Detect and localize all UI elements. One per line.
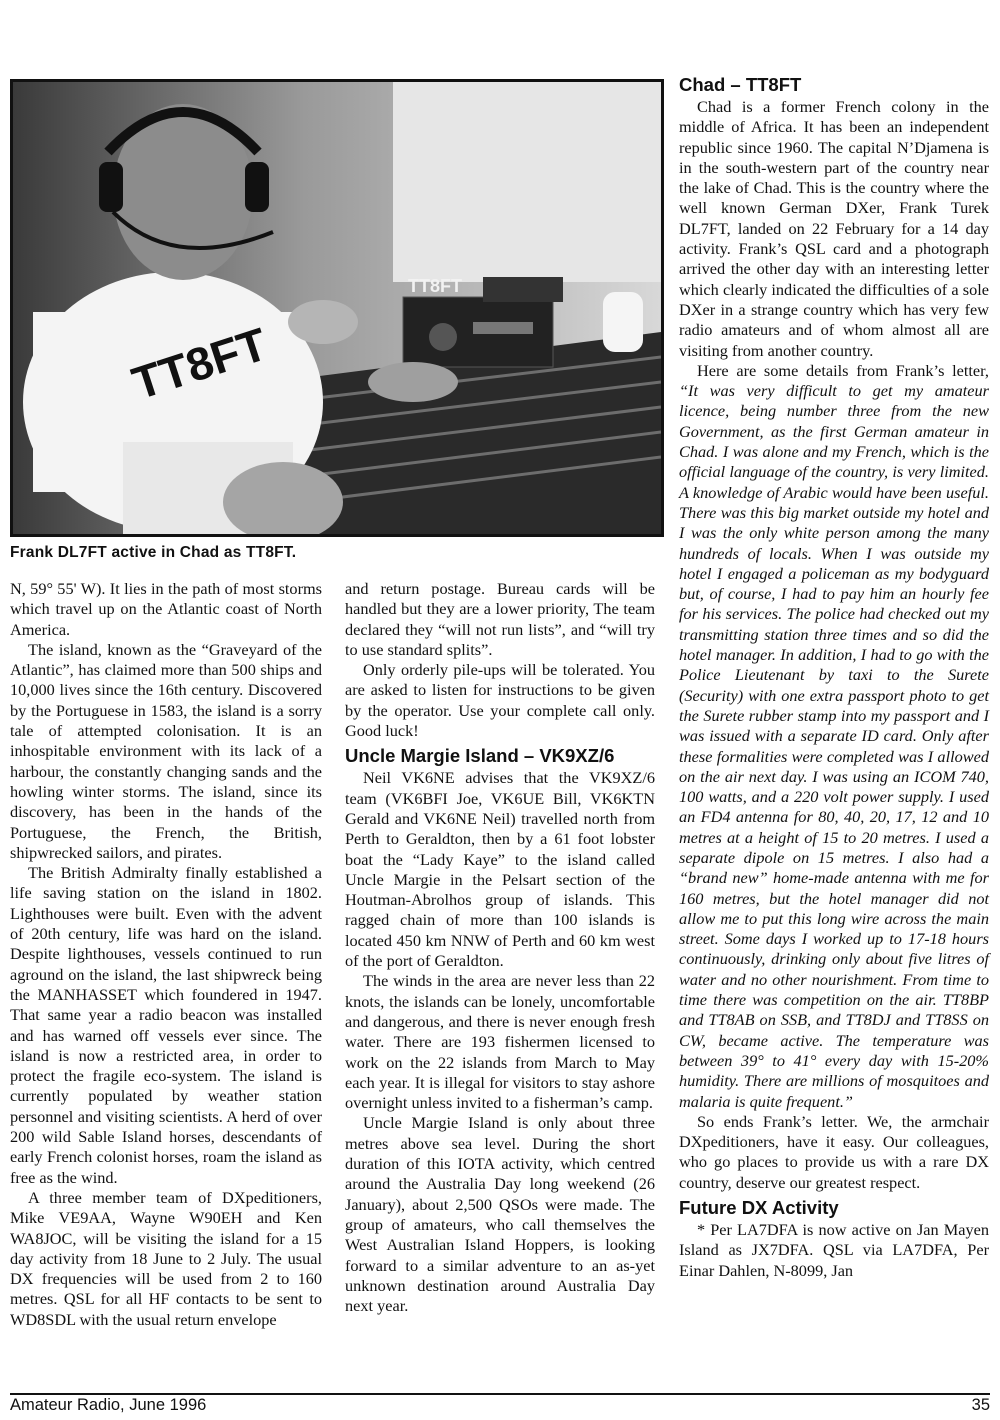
radio-label: TT8FT — [408, 276, 462, 296]
section-heading-future-dx: Future DX Activity — [679, 1197, 839, 1219]
photo-caption: Frank DL7FT active in Chad as TT8FT. — [10, 544, 297, 561]
paragraph: * Per LA7DFA is now active on Jan Mayen Island as JX7DFA. QSL via LA7DFA, Per Einar Dahlen, N-8099, Jan — [679, 1220, 989, 1280]
paragraph: The island, known as the “Graveyard of the Atlantic”, has claimed more than 500 ships and 10,000 lives since the 16th century. Discovered by the Portuguese in 1583, the island is a sorry tale of attempted colonisation. It is an inhospitable environment with its lack of a harbour, the constantly changing sands and the howling winter storms. The island, since its discovery, has been in the hands of the Portuguese, the French, the British, shipwrecked sailors, and pirates. — [10, 639, 322, 862]
letter-quote: “It was very difficult to get my amateur licence, being number three from the new Government, as the first German amateur in Chad. I was alone and my French, which is the official language of the country, is very limited. A knowledge of Arabic would have been useful. There was this big market outside my hotel and I was the only white person among the many hundreds of locals. When I was outside my hotel I engaged a policeman as my bodyguard but, of course, I had to pay him an hourly fee for his services. The police had checked out my transmitting station three times and so did the hotel manager. In addition, I had to go with the Police Lieutenant by taxi to the Surete (Security) with one extra passport photo to get the Surete rubber stamp into my passport and I was issued with a separate ID card. Only after these formalities were completed was I allowed on the air next day. I was using an ICOM 740, 100 watts, and a 220 volt power supply. I used an FD4 antenna for 80, 40, 20, 17, 12 and 10 metres at a height of 15 to 20 metres. I used a separate dipole on 15 metres. I also had a “brand new” home-made antenna with me for 160 metres, but the hotel manager did not allow me to put this long wire across the main street. Some days I worked up to 17-18 hours continuously, drinking only about five litres of water and no other nourishment. From time to time there was competition on the air. TT8BP and TT8AB on SSB, and TT8DJ and TT8SS on CW, became active. The temperature was between 39° to 41° every day with 15-20% humidity. There are millions of mosquitoes and malaria is quite frequent.” — [679, 381, 989, 1111]
footer-divider — [10, 1393, 990, 1395]
paragraph: So ends Frank’s letter. We, the armchair DXpeditioners, have it easy. Our colleagues, who go places to provide us with a rare DX country, deserve our greatest respect. — [679, 1111, 989, 1192]
page-number: 35 — [971, 1396, 990, 1414]
column-left — [10, 579, 322, 1330]
paragraph: and return postage. Bureau cards will be handled but they are a lower priority, The team declared they “will not run lists”, and “will try to use standard splits”. — [345, 579, 655, 659]
paragraph-letter — [679, 361, 989, 1112]
section-heading-uncle-margie: Uncle Margie Island – VK9XZ/6 — [345, 745, 615, 767]
paragraph: The British Admiralty finally established a life saving station on the island in 1802. Lighthouses were built. Even with the advent of 20th century, life was hard on the island. Despite lighthouses, vessels continued to run aground on the island, the last shipwreck being the MANHASSET which foundered in 1947. That same year a radio beacon was installed and has warned off vessels ever since. The island is now a restricted area, in order to protect the fragile eco-system. The island is currently populated by weather station personnel and visiting scientists. A herd of over 200 wild Sable Island horses, descendants of early French colonist horses, roam the island as free as the wind. — [10, 863, 322, 1187]
photo-frank-dl7ft — [10, 79, 664, 537]
column-right — [679, 74, 989, 1281]
letter-intro: Here are some details from Frank’s letter, — [697, 360, 989, 380]
paragraph: A three member team of DXpeditioners, Mike VE9AA, Wayne W90EH and Ken WA8JOC, will be visiting the island for a 15 day activity from 18 June to 2 July. The usual DX frequencies will be used from 2 to 160 metres. QSL for all HF contacts to be sent to WD8SDL with the usual return envelope — [10, 1187, 322, 1329]
paragraph: The winds in the area are never less than 22 knots, the islands can be lonely, uncomfortable and dangerous, and there is never enough fresh water. There are 193 fishermen licensed to work on the 22 islands from March to May each year. It is illegal for visitors to stay ashore overnight unless invited to a fisherman’s camp. — [345, 971, 655, 1113]
paragraph: Neil VK6NE advises that the VK9XZ/6 team (VK6BFI Joe, VK6UE Bill, VK6KTN Gerald and VK6NE Neil) travelled north from Perth to Geraldton, then by a 61 foot lobster boat the “Lady Kaye” to the island called Uncle Margie in the Pelsart section of the Houtman-Abrolhos group of islands. This ragged chain of more than 100 islands is located 450 km NNW of Perth and 60 km west of the port of Geraldton. — [345, 768, 655, 971]
paragraph: Chad is a former French colony in the middle of Africa. It has been an independent republic since 1960. The capital N’Djamena is in the south-western part of the country near the lake of Chad. This is the country where the well known German DXer, Frank Turek DL7FT, landed on 22 February for a 14 day activity. Frank’s QSL card and a photograph arrived the other day with an interesting letter which clearly indicated the difficulties of a sole DXer in a strange country which has very few radio amateurs and of whom almost all are visiting from another country. — [679, 97, 989, 360]
column-middle — [345, 579, 655, 1316]
section-heading-chad: Chad – TT8FT — [679, 74, 802, 95]
paragraph: Only orderly pile-ups will be tolerated. You are asked to listen for instructions to be given by the operator. Use your complete call only. Good luck! — [345, 660, 655, 741]
footer-publication: Amateur Radio, June 1996 — [10, 1396, 207, 1414]
shirt-text: TT8FT — [126, 317, 274, 410]
paragraph: N, 59° 55' W). It lies in the path of most storms which travel up on the Atlantic coast of North America. — [10, 579, 322, 639]
photo-illustration — [13, 82, 661, 534]
paragraph: Uncle Margie Island is only about three metres above sea level. During the short duration of this IOTA activity, which centred around the Australia Day long weekend (26 January), about 2,500 QSOs were made. The group of amateurs, who call themselves the West Australian Island Hoppers, is looking forward to a similar adventure to an as-yet unknown destination around Australia Day next year. — [345, 1113, 655, 1316]
